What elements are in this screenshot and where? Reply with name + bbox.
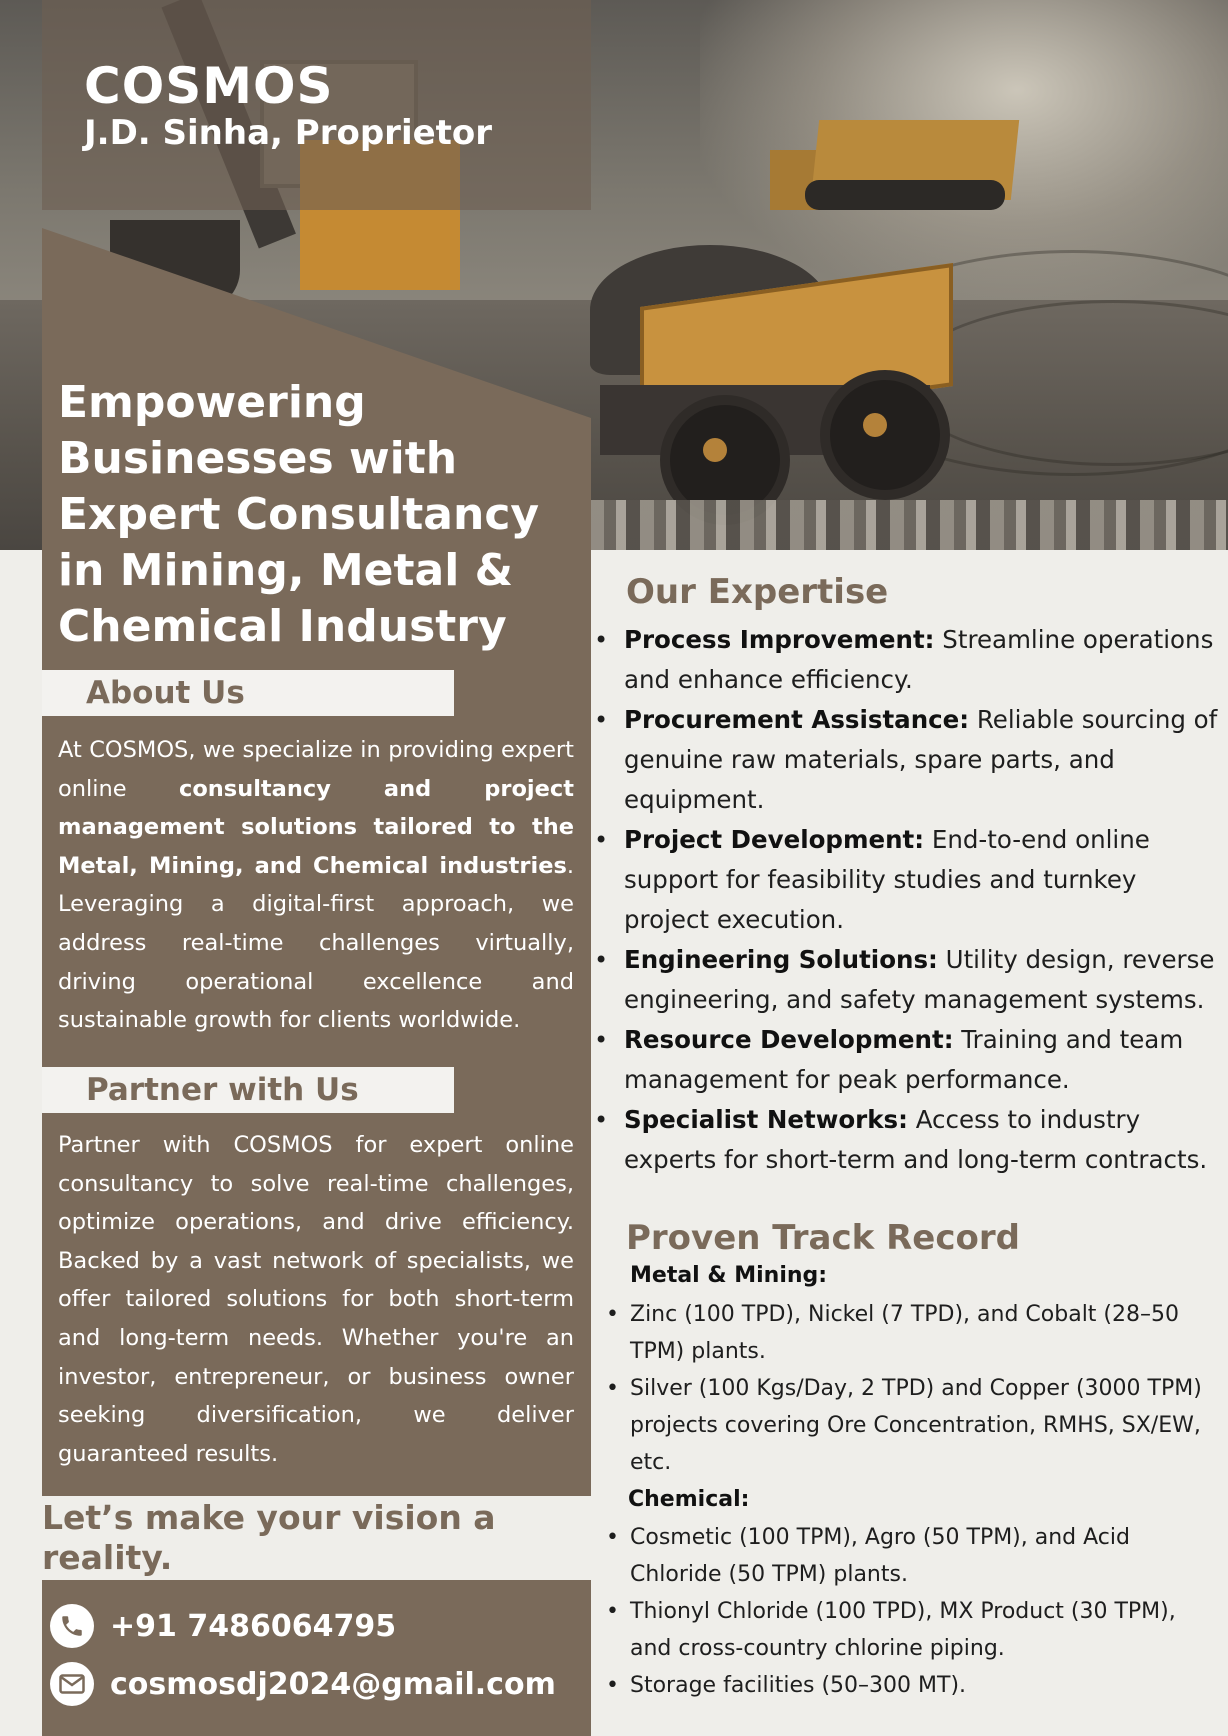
email-address[interactable]: cosmosdj2024@gmail.com [110, 1666, 556, 1702]
item-title: Project Development: [624, 825, 925, 854]
item-text: End-to-end online support for feasibility studies and turnkey project execution. [624, 825, 1150, 934]
phone-number[interactable]: +91 7486064795 [110, 1608, 397, 1644]
list-item [590, 1100, 1220, 1180]
item-text: Reliable sourcing of genuine raw materials, spare parts, and equipment. [624, 705, 1218, 814]
rock-rubble [590, 500, 1228, 550]
item-title: Resource Development: [624, 1025, 954, 1054]
phone-contact[interactable] [50, 1604, 396, 1648]
about-text-part2: . Leveraging a digital-first approach, we address real-time challenges virtually, driving operational excellence and sustainable growth for clients worldwide. [58, 852, 574, 1034]
list-item: • Silver (100 Kgs/Day, 2 TPD) and Copper (3000 TPM) projects covering Ore Concentration, RMHS, SX/EW, etc. [600, 1370, 1220, 1481]
item-text: Access to industry experts for short-term and long-term contracts. [624, 1105, 1208, 1174]
list-item [590, 940, 1220, 1020]
about-text-part1: At COSMOS, we specialize in providing expert online [58, 737, 574, 802]
metal-mining-heading: Metal & Mining: [630, 1263, 828, 1288]
bulldozer-track [805, 180, 1005, 210]
list-item [590, 700, 1220, 820]
list-item: • Thionyl Chloride (100 TPD), MX Product (30 TPM), and cross-country chlorine piping. [600, 1593, 1220, 1667]
chemical-list [600, 1519, 1220, 1704]
item-title: Engineering Solutions: [624, 945, 938, 974]
expertise-list [590, 620, 1220, 1180]
hero-tagline: Empowering Businesses with Expert Consultancy in Mining, Metal & Chemical Industry [58, 377, 540, 652]
truck-wheel [820, 370, 950, 500]
company-name: COSMOS [84, 57, 334, 115]
list-item [590, 620, 1220, 700]
partner-text: Partner with COSMOS for expert online consultancy to solve real-time challenges, optimize operations, and drive efficiency. Backed by a vast network of specialists, we offer tailored solutions for both short-term and long-term needs. Whether you're an investor, entrepreneur, or business owner seeking diversification, we deliver guaranteed results. [58, 1132, 574, 1467]
about-text [58, 731, 574, 1040]
expertise-heading: Our Expertise [626, 572, 889, 612]
phone-icon [50, 1604, 94, 1648]
brand-header [84, 58, 492, 152]
cta-line-1: Let’s make your vision a reality. [42, 1498, 496, 1577]
list-item: • Storage facilities (50–300 MT). [600, 1667, 1220, 1704]
proprietor-name: J.D. Sinha, Proprietor [84, 113, 493, 153]
partner-heading: Partner with Us [42, 1067, 454, 1113]
metal-mining-list [600, 1296, 1220, 1481]
list-item [590, 1020, 1220, 1100]
track-record-heading: Proven Track Record [626, 1218, 1020, 1258]
list-item [590, 820, 1220, 940]
item-title: Specialist Networks: [624, 1105, 908, 1134]
chemical-heading: Chemical: [628, 1487, 750, 1512]
item-text: Utility design, reverse engineering, and safety management systems. [624, 945, 1215, 1014]
envelope-icon [50, 1662, 94, 1706]
item-text: Streamline operations and enhance efficiency. [624, 625, 1214, 694]
item-text: Training and team management for peak performance. [624, 1025, 1184, 1094]
item-title: Process Improvement: [624, 625, 935, 654]
list-item: • Cosmetic (100 TPM), Agro (50 TPM), and Acid Chloride (50 TPM) plants. [600, 1519, 1220, 1593]
list-item: • Zinc (100 TPD), Nickel (7 TPD), and Cobalt (28–50 TPM) plants. [600, 1296, 1220, 1370]
item-title: Procurement Assistance: [624, 705, 970, 734]
email-contact[interactable] [50, 1662, 556, 1706]
about-text-bold: consultancy and project management solutions tailored to the Metal, Mining, and Chemical industries [58, 775, 574, 879]
about-heading: About Us [42, 670, 454, 716]
